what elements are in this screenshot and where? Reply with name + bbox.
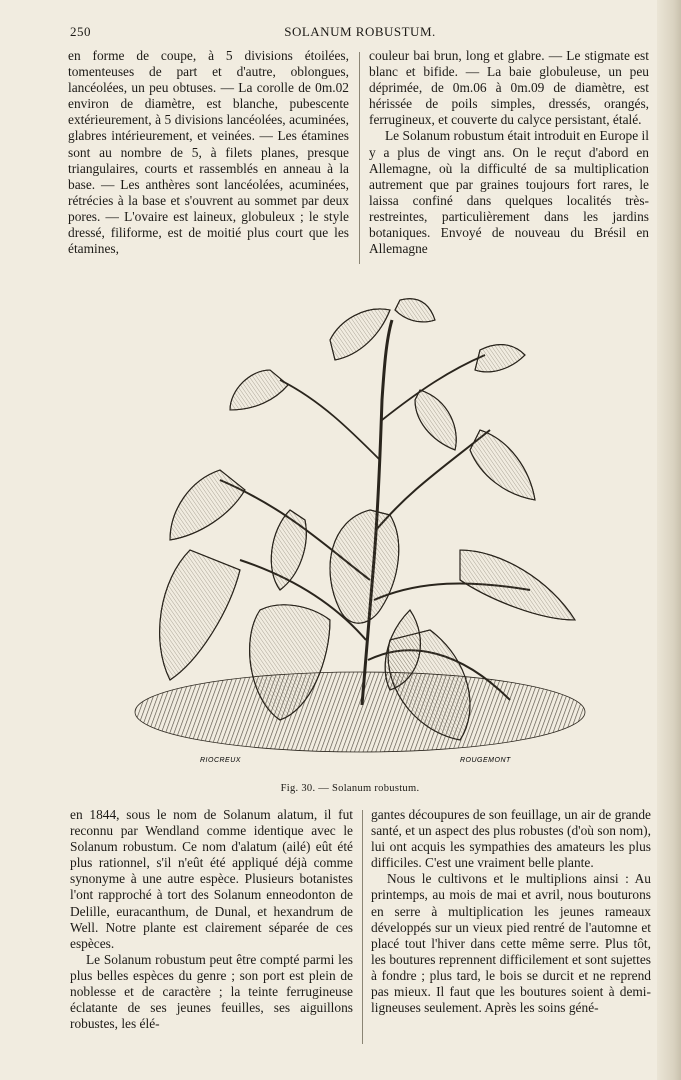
page-number: 250	[70, 24, 91, 39]
leaf	[460, 550, 575, 620]
leaf	[230, 370, 288, 410]
plant-engraving	[130, 280, 590, 765]
figure-caption: Fig. 30. — Solanum robustum.	[280, 783, 420, 794]
column-top-left	[68, 48, 349, 257]
paragraph: Le Solanum robustum peut être compté parmi les plus belles espèces du genre ; son port est plein de noblesse et de caractère ; la teinte ferrugineuse éclatante de ses jeunes feuilles, ses aiguillons robustes, les élé-	[70, 951, 353, 1032]
paragraph: en 1844, sous le nom de Solanum alatum, il fut reconnu par Wendland comme identique avec le Solanum robustum. Ce nom d'alatum (ailé) eût été plus rationnel, s'il n'eût été appliqué déjà comme synonyme à une autre espèce. Plusieurs botanistes l'ont rapproché à tort des Solanum enneodonton de Delille, euracanthum, de Dunal, et hexandrum de Well. Notre plante est clairement séparée de ces espèces.	[70, 807, 353, 951]
column-divider	[362, 810, 363, 1044]
column-divider	[359, 52, 360, 264]
leaf	[160, 550, 240, 680]
column-bottom-left	[70, 807, 353, 1032]
paragraph: gantes découpures de son feuillage, un air de grande santé, et un aspect des plus robustes (d'où son nom), lui ont acquis les sympathies des amateurs les plus difficiles. C'est une vraiment belle plante.	[371, 807, 651, 871]
ground-shadow	[135, 672, 585, 752]
leaf	[470, 430, 535, 500]
leaf	[415, 390, 456, 450]
engraver-signature-left: RIOCREUX	[200, 757, 241, 764]
column-bottom-right	[371, 807, 651, 1016]
paragraph: couleur bai brun, long et glabre. — Le stigmate est blanc et bifide. — La baie globuleuse, un peu déprimée, de 0m.06 à 0m.09 de diamètre, est hérissée de poils simples, dressés, orangés, ferrugineux, et couverte du calyce persistant, étalé.	[369, 48, 649, 128]
running-title: SOLANUM ROBUSTUM.	[284, 24, 436, 39]
leaf	[395, 299, 435, 322]
paragraph: Nous le cultivons et le multiplions ainsi : Au printemps, au mois de mai et avril, nous bouturons en serre à multiplication les jeunes rameaux développés sur un vieux pied rentré de l'automne et placé tout l'hiver dans cette même serre. Plus tôt, les boutures reprennent difficilement et sont sujettes à fondre ; plus tard, le bois se durcit et ne reprend pas mieux. Il faut que les boutures soient à demi-ligneuses seulement. Après les soins géné-	[371, 871, 651, 1016]
engraver-signature-right: ROUGEMONT	[460, 757, 511, 764]
page-edge	[657, 0, 681, 1080]
paragraph: Le Solanum robustum était introduit en Europe il y a plus de vingt ans. On le reçut d'abord en Allemagne, où la difficulté de sa multiplication autrement que par graines toujours fort rares, le laissa confiné dans quelques localités très-restreintes, particulièrement dans les jardins botaniques. Envoyé de nouveau du Brésil en Allemagne	[369, 128, 649, 257]
paragraph: en forme de coupe, à 5 divisions étoilées, tomenteuses de part et d'autre, oblongues, lancéolées, un peu obtuses. — La corolle de 0m.02 environ de diamètre, est blanche, pubescente extérieurement, à 5 divisions lancéolées, acuminées, glabres intérieurement, et veinées. — Les étamines sont au nombre de 5, à filets planes, presque triangulaires, courts et rassemblés en anneau à la base. — Les anthères sont lancéolées, acuminées, rétrécies à la base et s'ouvrent au sommet par deux pores. — L'ovaire est laineux, globuleux ; le style dressé, filiforme, est de moitié plus court que les étamines,	[68, 48, 349, 257]
column-top-right	[369, 48, 649, 257]
leaf	[271, 510, 306, 590]
leaf	[330, 510, 399, 623]
page-header	[70, 24, 650, 44]
figure-solanum-robustum	[130, 280, 590, 765]
leaf	[330, 309, 390, 360]
